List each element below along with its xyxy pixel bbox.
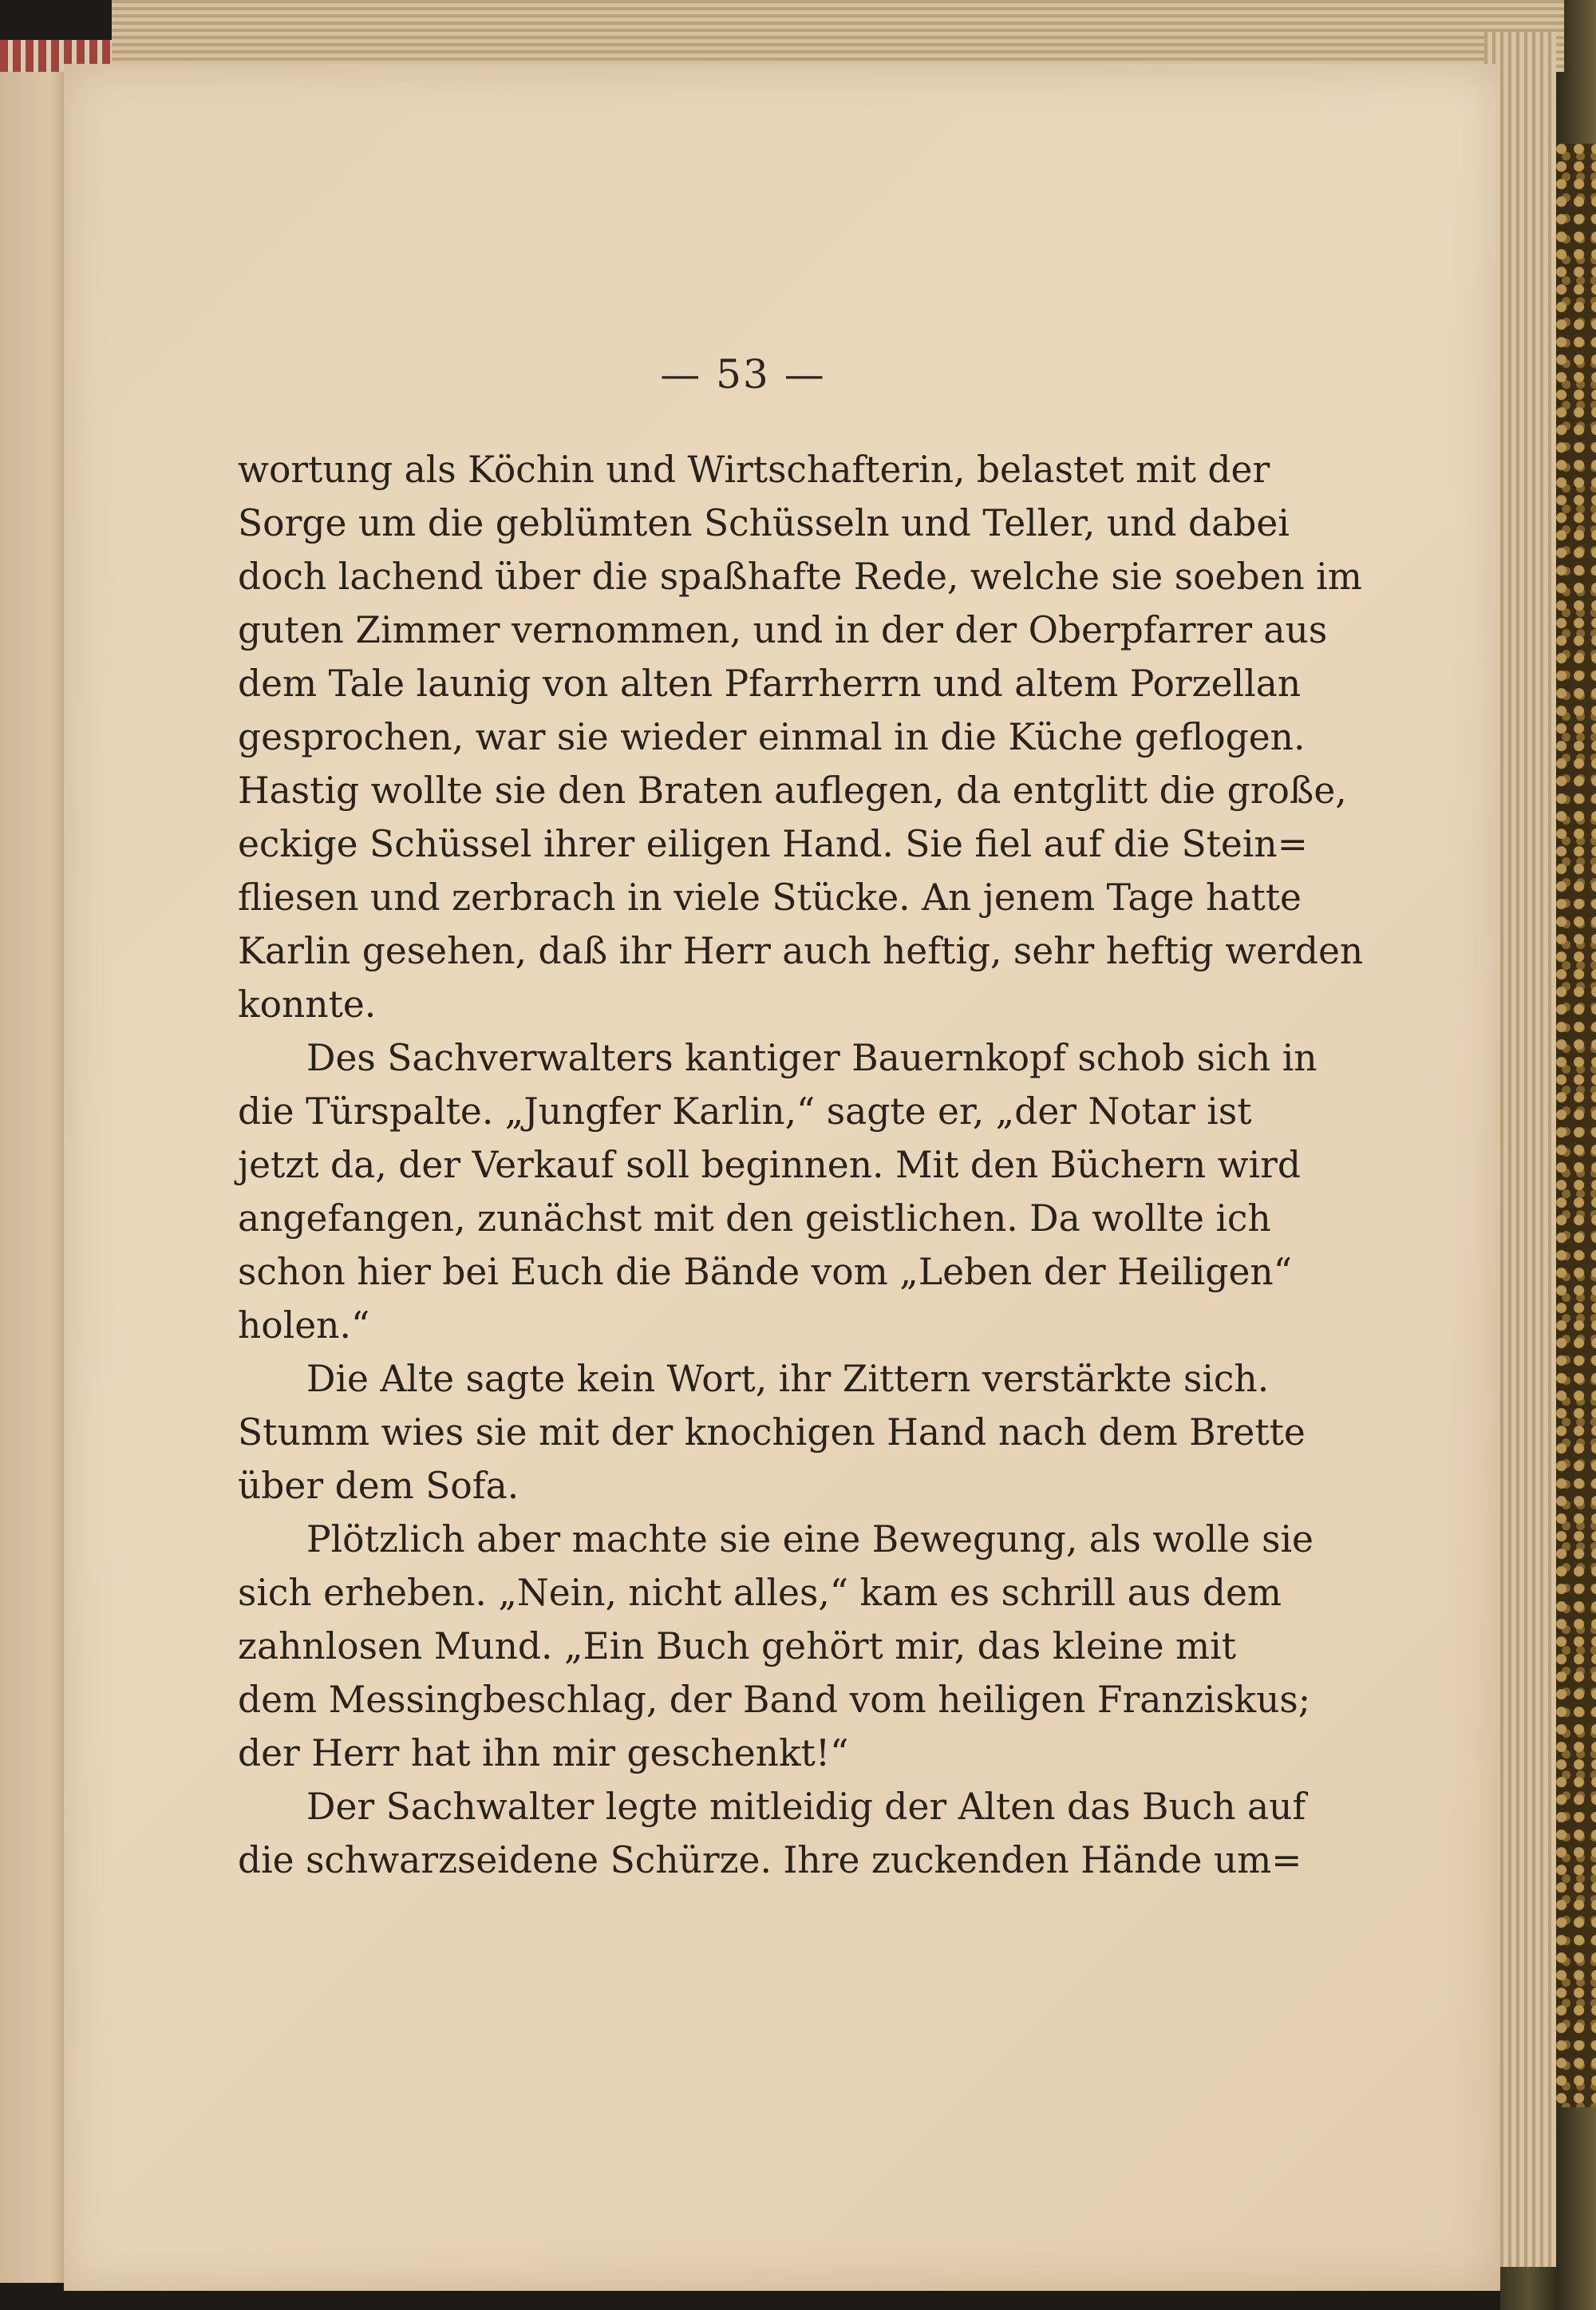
text-line: holen.“ [238, 1304, 370, 1347]
paragraph [238, 1352, 1306, 1513]
text-line: eckige Schüssel ihrer eiligen Hand. Sie fiel auf die Stein= [238, 823, 1308, 865]
text-line: Hastig wollte sie den Braten auflegen, da entglitt die große, [238, 769, 1347, 812]
text-line: jetzt da, der Verkauf soll beginnen. Mit den Büchern wird [238, 1144, 1302, 1186]
paragraph [238, 1513, 1314, 1780]
text-line: konnte. [238, 983, 377, 1026]
page-stack-top-edge [112, 0, 1564, 72]
text-line: dem Tale launig von alten Pfarrherrn und altem Porzellan [238, 663, 1302, 705]
paragraph [238, 1031, 1317, 1352]
text-line: Sorge um die geblümten Schüsseln und Teller, und dabei [238, 502, 1290, 544]
text-line: der Herr hat ihn mir geschenkt!“ [238, 1732, 849, 1774]
text-line: Karlin gesehen, daß ihr Herr auch heftig, sehr heftig werden [238, 930, 1364, 972]
text-line: über dem Sofa. [238, 1465, 519, 1507]
body-text [238, 443, 1364, 1887]
text-line: guten Zimmer vernommen, und in der der Oberpfarrer aus [238, 609, 1328, 651]
text-line: zahnlosen Mund. „Ein Buch gehört mir, das kleine mit [238, 1625, 1237, 1667]
binding-marbled-edge [1556, 144, 1596, 2107]
text-line: gesprochen, war sie wieder einmal in die Küche geflogen. [238, 716, 1306, 758]
text-line: sich erheben. „Nein, nicht alles,“ kam es schrill aus dem [238, 1572, 1282, 1614]
text-line: Plötzlich aber machte sie eine Bewegung, als wolle sie [306, 1518, 1314, 1560]
text-line: Der Sachwalter legte mitleidig der Alten das Buch auf [306, 1786, 1306, 1828]
text-line: Stumm wies sie mit der knochigen Hand nach dem Brette [238, 1411, 1306, 1454]
paragraph [238, 1780, 1306, 1887]
text-line: fliesen und zerbrach in viele Stücke. An jenem Tage hatte [238, 876, 1302, 919]
page-number: — 53 — [660, 351, 826, 398]
text-line: angefangen, zunächst mit den geistlichen. Da wollte ich [238, 1197, 1271, 1240]
text-line: Die Alte sagte kein Wort, ihr Zittern verstärkte sich. [306, 1358, 1270, 1400]
text-line: schon hier bei Euch die Bände vom „Leben der Heiligen“ [238, 1251, 1292, 1293]
text-line: die Türspalte. „Jungfer Karlin,“ sagte er, „der Notar ist [238, 1090, 1252, 1133]
text-line: Des Sachverwalters kantiger Bauernkopf schob sich in [306, 1037, 1317, 1079]
paragraph [238, 443, 1364, 1031]
text-line: die schwarzseidene Schürze. Ihre zuckenden Hände um= [238, 1839, 1302, 1881]
text-line: doch lachend über die spaßhafte Rede, welche sie soeben im [238, 556, 1362, 598]
text-line: dem Messingbeschlag, der Band vom heiligen Franziskus; [238, 1679, 1311, 1721]
text-line: wortung als Köchin und Wirtschafterin, belastet mit der [238, 449, 1270, 491]
